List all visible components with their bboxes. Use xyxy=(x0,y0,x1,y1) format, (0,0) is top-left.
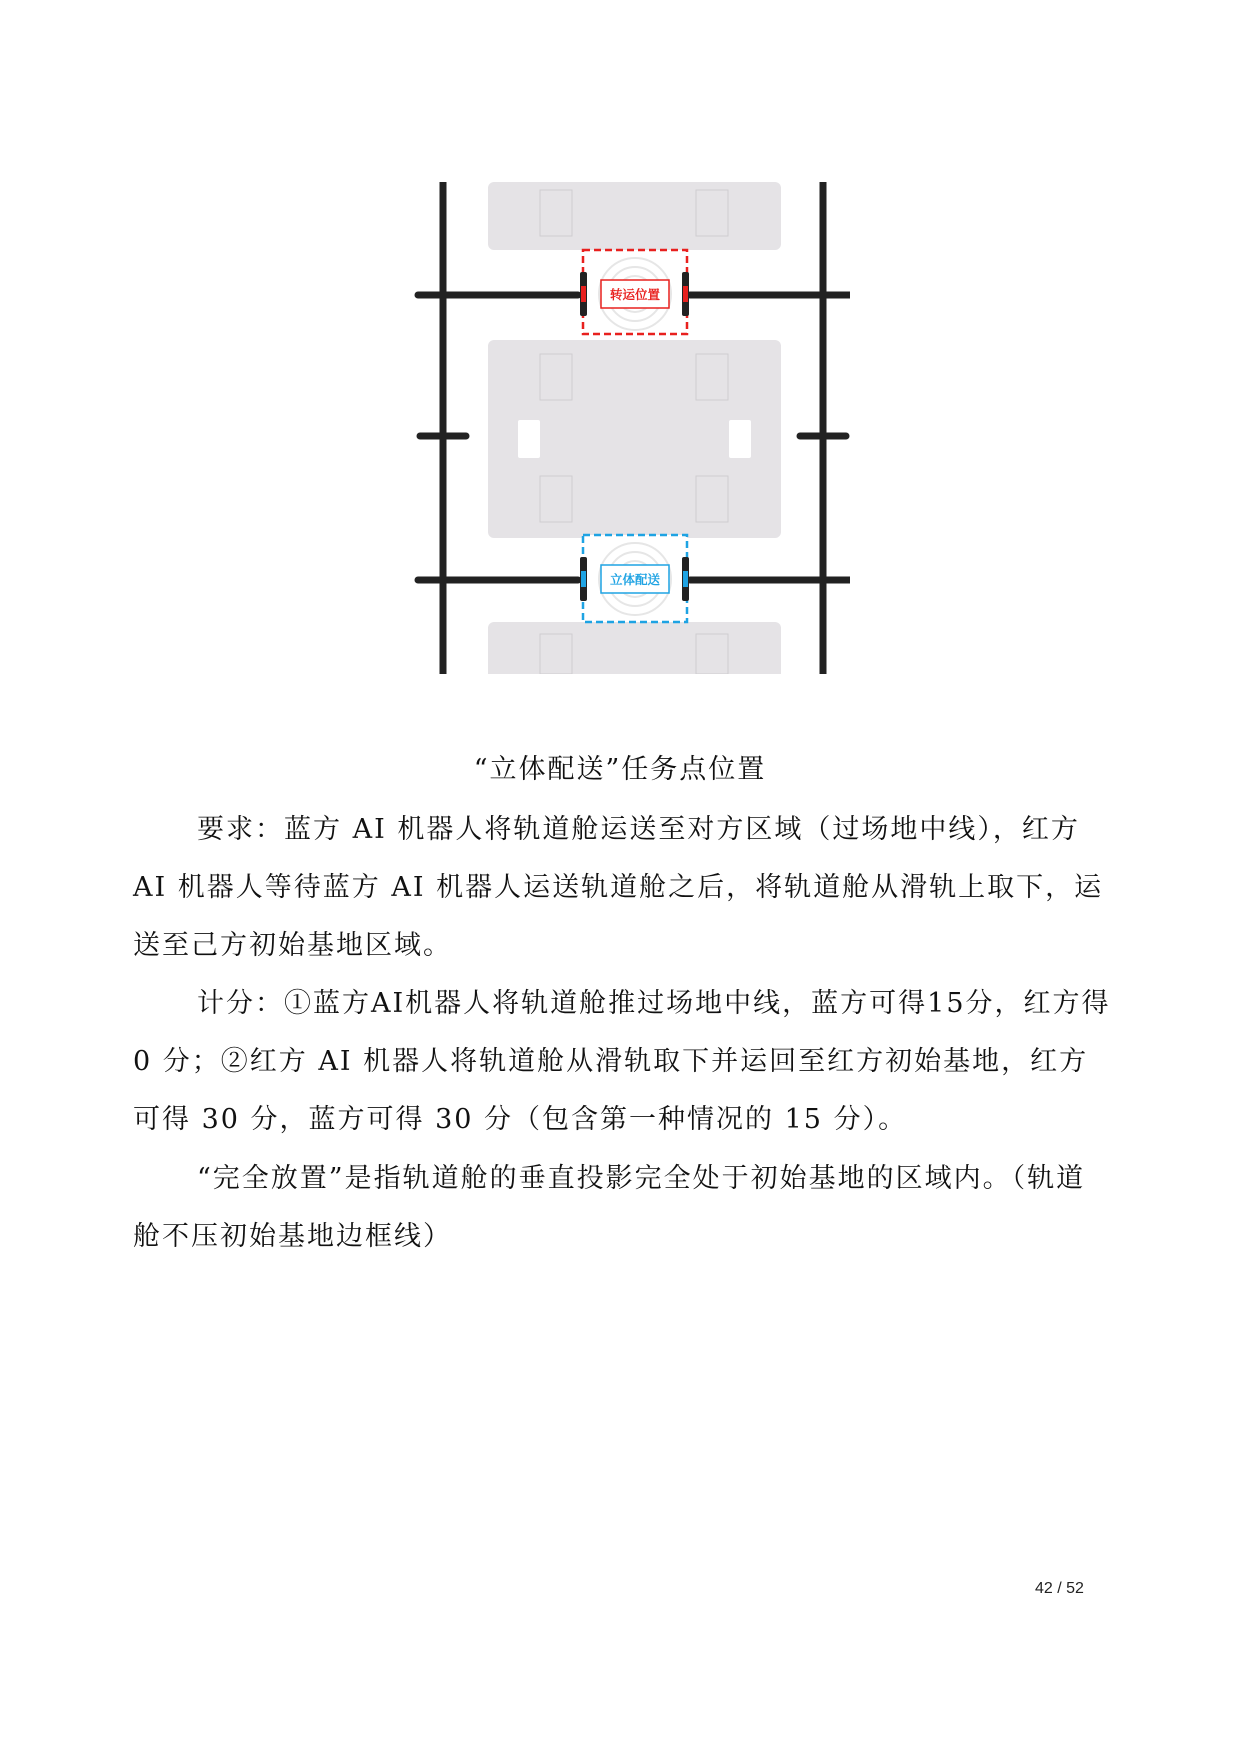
page-number: 42 / 52 xyxy=(1035,1580,1084,1597)
scoring-text: 计分：①蓝方AI机器人将轨道舱推过场地中线，蓝方可得15分，红方得 0 分；②红方 AI 机器人将轨道舱从滑轨取下并运回至红方初始基地，红方可得 30 分，蓝方可得 30 分（包含第一种情况的 15 分）。 xyxy=(133,988,1111,1135)
transfer-position-zone xyxy=(580,250,689,334)
task-point-diagram xyxy=(410,182,850,674)
requirement-paragraph xyxy=(133,801,1113,975)
delivery-position-zone xyxy=(580,535,689,622)
placement-definition-text: “完全放置”是指轨道舱的垂直投影完全处于初始基地的区域内。（轨道舱不压初始基地边框线） xyxy=(133,1163,1086,1252)
placement-definition-paragraph xyxy=(133,1150,1113,1266)
requirement-text: 要求：蓝方 AI 机器人将轨道舱运送至对方区域（过场地中线），红方 AI 机器人等待蓝方 AI 机器人运送轨道舱之后，将轨道舱从滑轨上取下，运送至己方初始基地区域。 xyxy=(133,814,1104,961)
transfer-position-label: 转运位置 xyxy=(609,287,661,302)
scoring-paragraph xyxy=(133,975,1113,1149)
delivery-position-label: 立体配送 xyxy=(609,572,661,587)
field-block-top xyxy=(488,182,781,250)
figure-caption: “立体配送”任务点位置 xyxy=(473,754,767,785)
field-block-bottom xyxy=(488,622,781,674)
